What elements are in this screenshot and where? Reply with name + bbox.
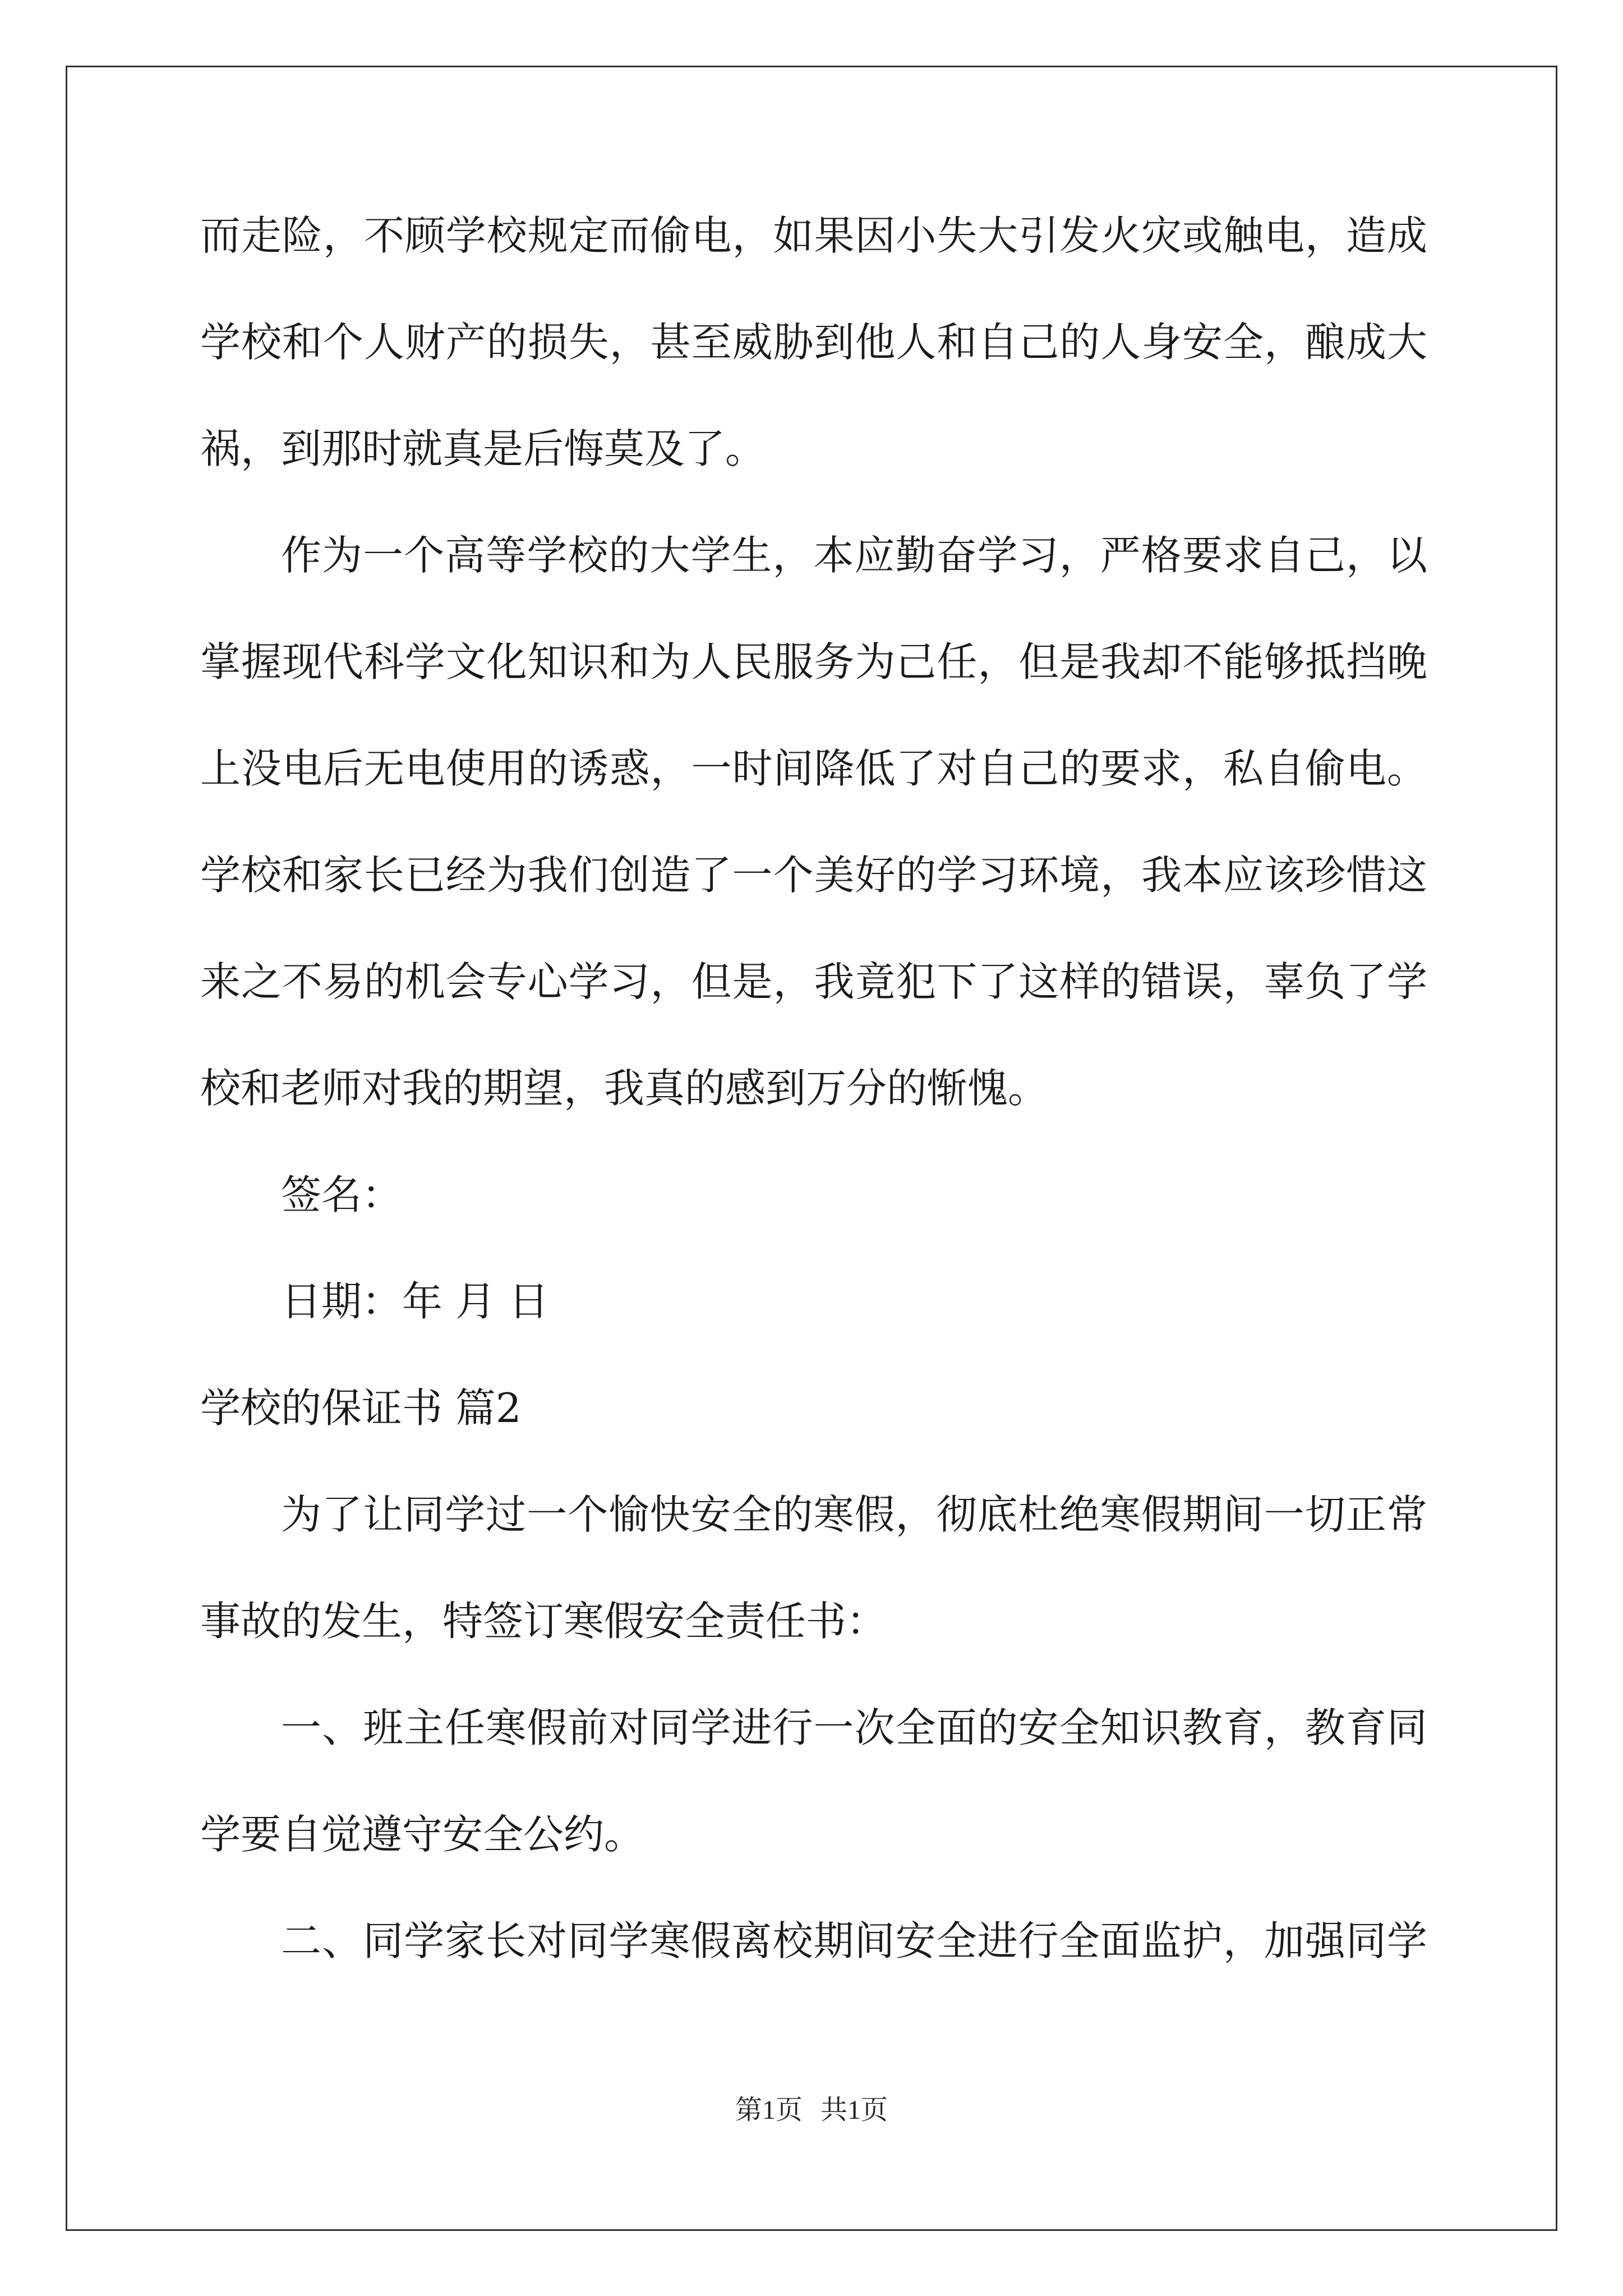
section-heading: 学校的保证书 篇2 <box>200 1384 522 1432</box>
paragraph-first-line: 一、班主任寒假前对同学进行一次全面的安全知识教育，教育同 <box>281 1704 1427 1751</box>
date-label: 日期：年 月 日 <box>281 1278 549 1325</box>
text-line: 上没电后无电使用的诱惑，一时间降低了对自己的要求，私自偷电。 <box>200 745 1427 792</box>
page-total: 共1页 <box>820 2095 888 2125</box>
text-line: 掌握现代科学文化知识和为人民服务为己任，但是我却不能够抵挡晚 <box>200 638 1427 685</box>
text-line: 学校和个人财产的损失，甚至威胁到他人和自己的人身安全，酿成大 <box>200 319 1427 366</box>
paragraph-first-line: 作为一个高等学校的大学生，本应勤奋学习，严格要求自己，以 <box>281 532 1427 579</box>
text-line: 事故的发生，特签订寒假安全责任书： <box>200 1598 887 1645</box>
page-footer <box>0 2093 1623 2127</box>
text-line: 校和老师对我的期望，我真的感到万分的惭愧。 <box>200 1065 1049 1112</box>
text-line: 学要自觉遵守安全公约。 <box>200 1811 645 1858</box>
text-line: 而走险，不顾学校规定而偷电，如果因小失大引发火灾或触电，造成 <box>200 212 1427 259</box>
text-line: 祸，到那时就真是后悔莫及了。 <box>200 425 766 472</box>
signature-label: 签名： <box>281 1171 403 1218</box>
paragraph-first-line: 为了让同学过一个愉快安全的寒假，彻底杜绝寒假期间一切正常 <box>281 1491 1427 1538</box>
paragraph-first-line: 二、同学家长对同学寒假离校期间安全进行全面监护，加强同学 <box>281 1917 1427 1964</box>
text-line: 学校和家长已经为我们创造了一个美好的学习环境，我本应该珍惜这 <box>200 852 1427 899</box>
page-number: 第1页 <box>735 2095 803 2125</box>
text-line: 来之不易的机会专心学习，但是，我竟犯下了这样的错误，辜负了学 <box>200 958 1427 1005</box>
page-border <box>66 66 1557 2231</box>
